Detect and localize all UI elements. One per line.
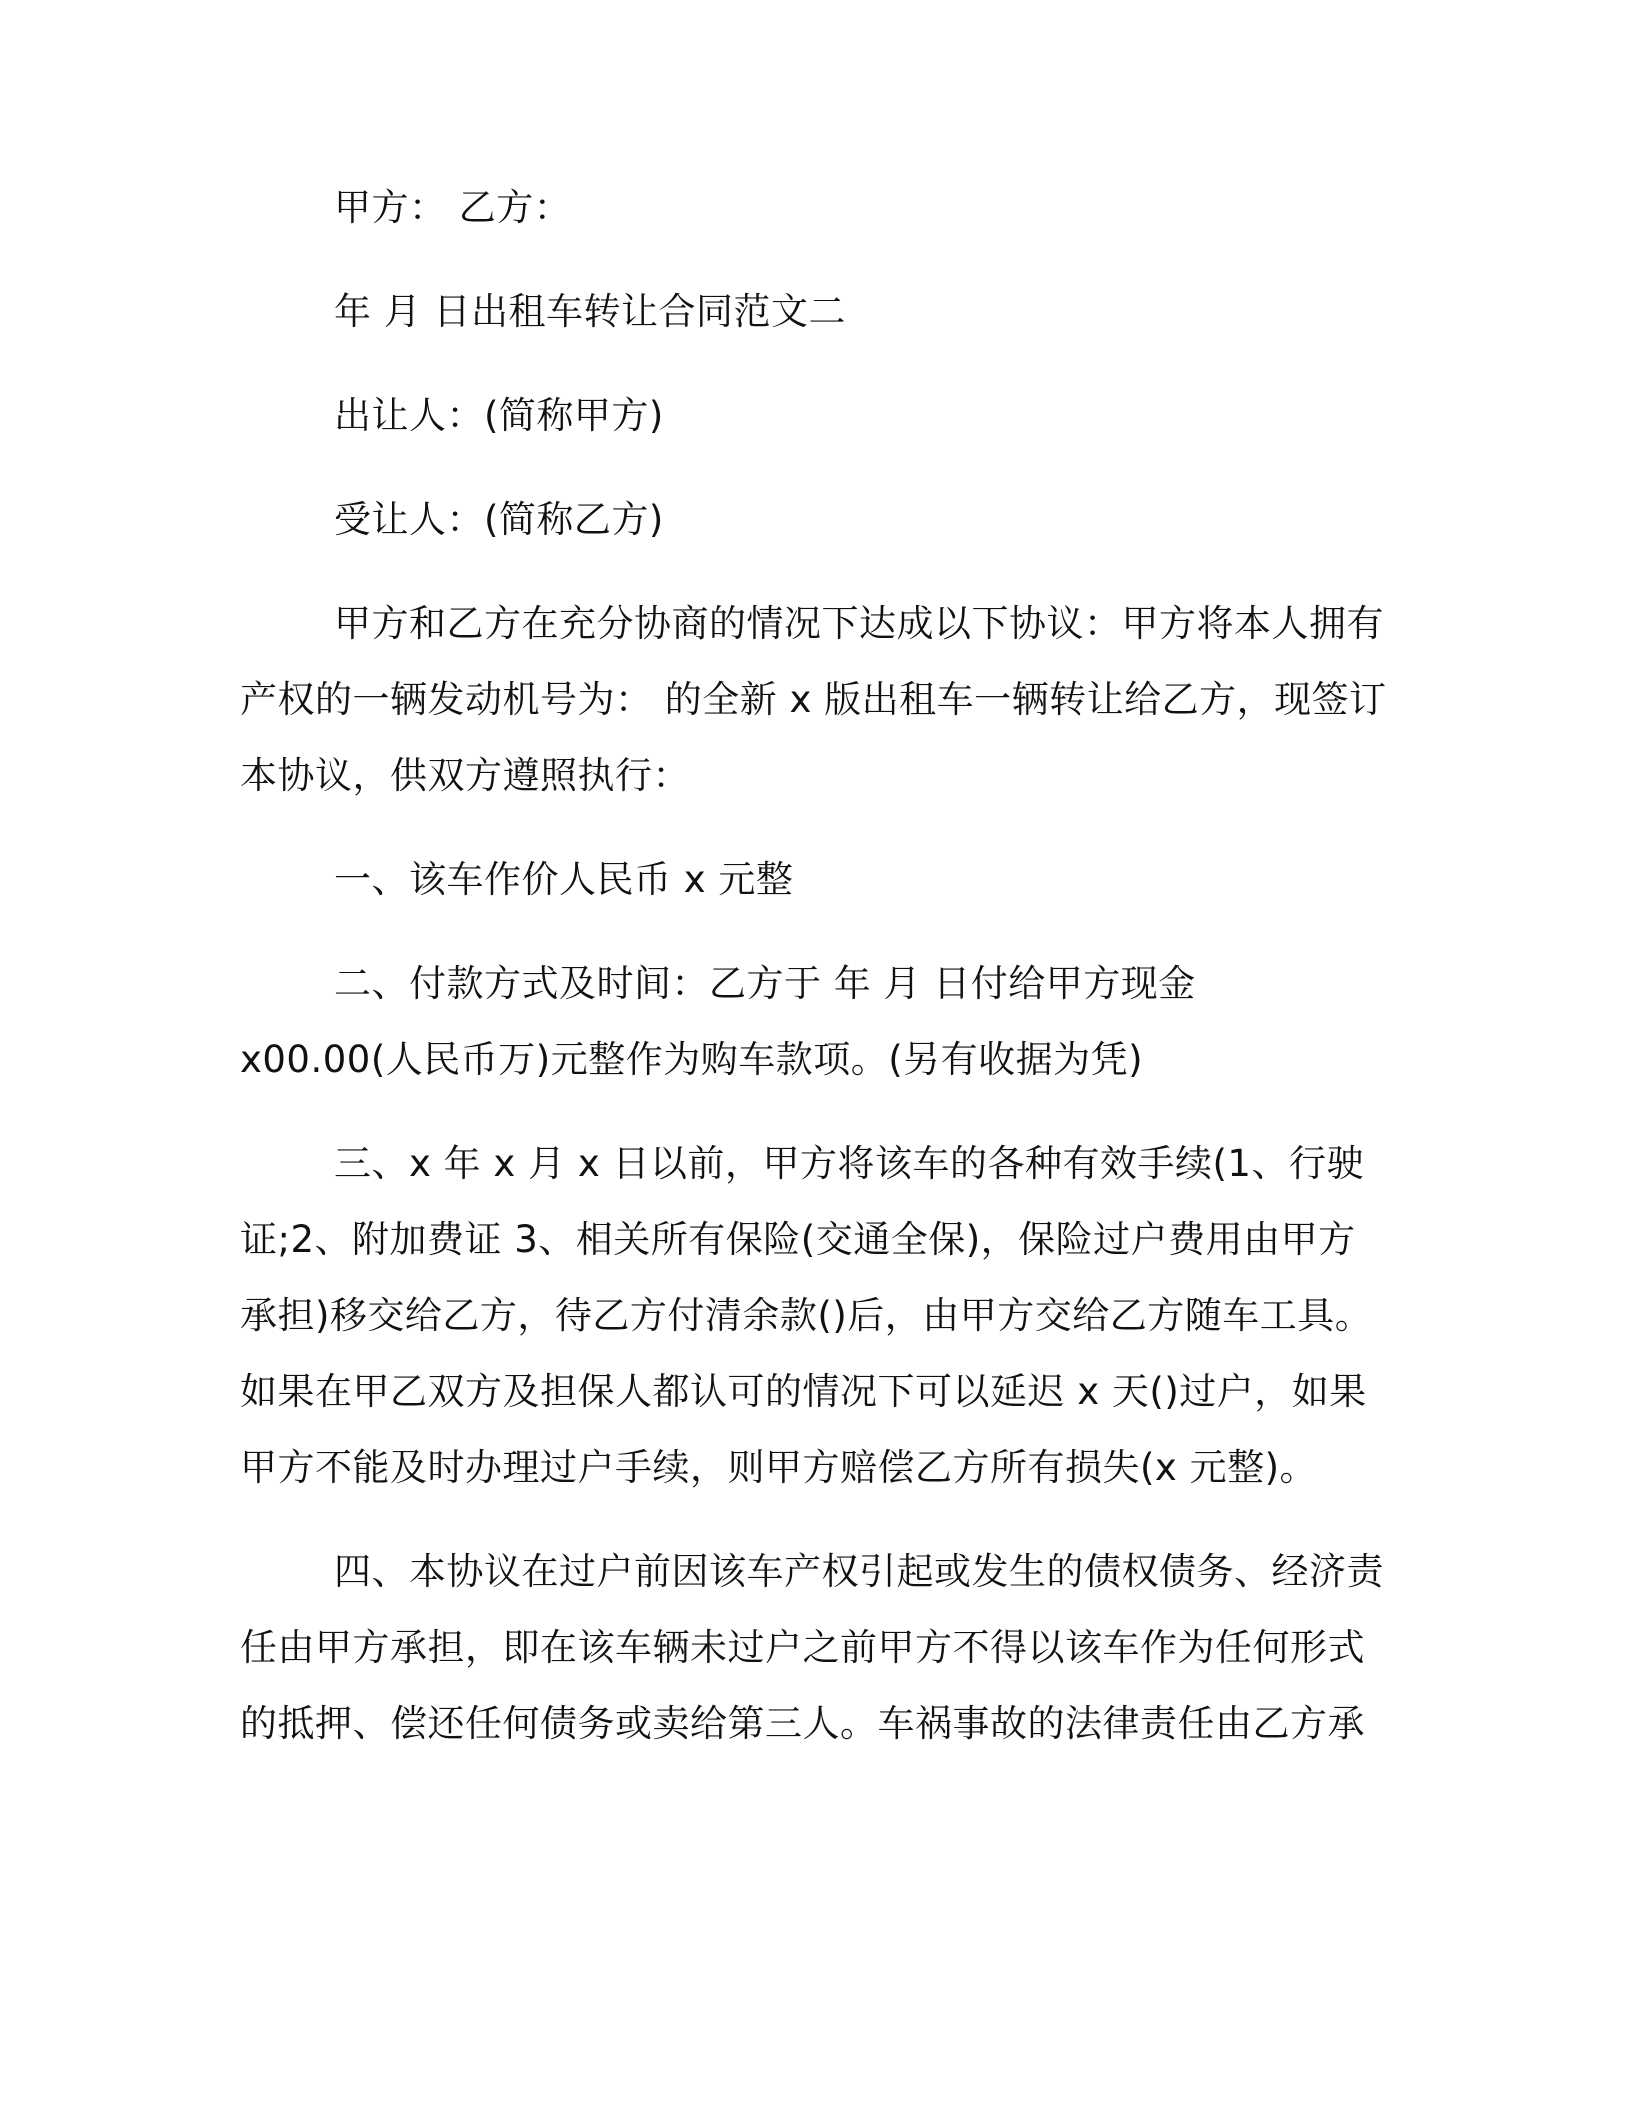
clause-2: 二、付款方式及时间：乙方于 年 月 日付给甲方现金 x00.00(人民币万)元整作为购车款项。(另有收据为凭) xyxy=(240,962,1196,1081)
document-body xyxy=(240,170,1390,1762)
agreement-intro-paragraph: 甲方和乙方在充分协商的情况下达成以下协议：甲方将本人拥有产权的一辆发动机号为： 的全新 x 版出租车一辆转让给乙方，现签订本协议，供双方遵照执行： xyxy=(240,602,1387,797)
transferor-line: 出让人：(简称甲方) xyxy=(334,394,664,437)
transferee-line: 受让人：(简称乙方) xyxy=(334,498,664,541)
clause-1: 一、该车作价人民币 x 元整 xyxy=(334,858,794,901)
date-title-line: 年 月 日出租车转让合同范文二 xyxy=(334,290,847,333)
clause-3: 三、x 年 x 月 x 日以前，甲方将该车的各种有效手续(1、行驶证;2、附加费证 3、相关所有保险(交通全保)，保险过户费用由甲方承担)移交给乙方，待乙方付清余款()后，由甲方交给乙方随车工具。如果在甲乙双方及担保人都认可的情况下可以延迟 x 天()过户，如果甲方不能及时办理过户手续，则甲方赔偿乙方所有损失(x 元整)。 xyxy=(240,1142,1373,1489)
party-line: 甲方： 乙方： xyxy=(334,186,572,229)
clause-4: 四、本协议在过户前因该车产权引起或发生的债权债务、经济责任由甲方承担，即在该车辆未过户之前甲方不得以该车作为任何形式的抵押、偿还任何债务或卖给第三人。车祸事故的法律责任由乙方承 xyxy=(240,1550,1384,1745)
